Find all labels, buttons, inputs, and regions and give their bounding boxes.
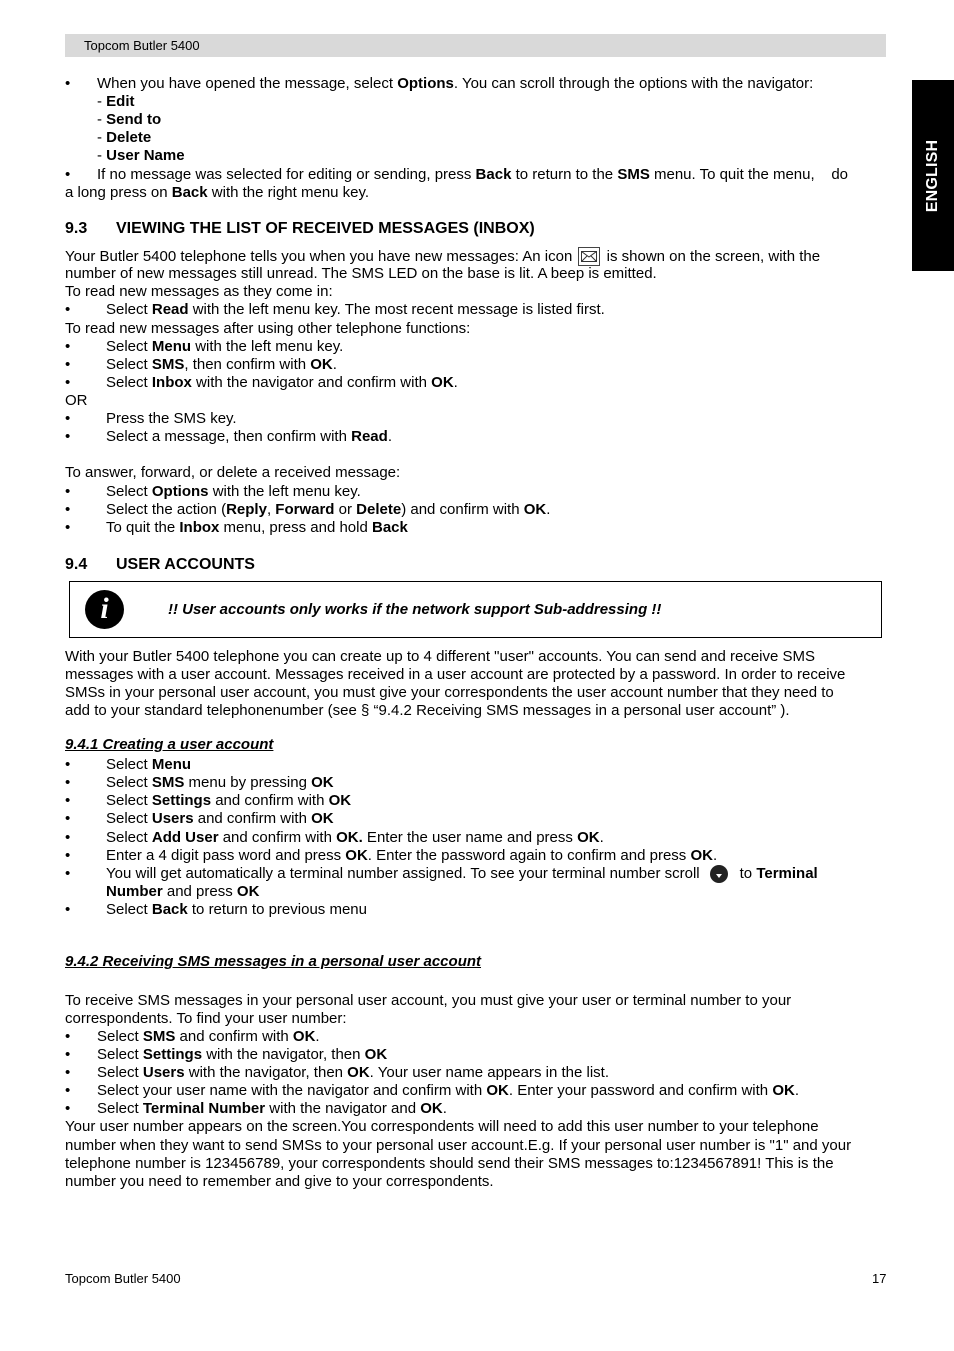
- bullet: •: [65, 1028, 71, 1045]
- bullet: •: [65, 428, 71, 445]
- list-item: Select Settings with the navigator, then OK: [97, 1046, 388, 1063]
- list-item: When you have opened the message, select Options. You can scroll through the options with the navigator:: [97, 75, 814, 92]
- info-icon: i: [85, 590, 124, 629]
- navigator-icon: [710, 865, 728, 883]
- list-item: Select a message, then confirm with Read.: [106, 428, 392, 445]
- list-item: Select Settings and confirm with OK: [106, 792, 352, 809]
- bullet: •: [65, 301, 71, 318]
- list-item: Select Options with the left menu key.: [106, 483, 361, 500]
- paragraph: Your Butler 5400 telephone tells you when you have new messages: An icon is shown on the screen, with the: [65, 248, 821, 265]
- list-item-continuation: Number and press OK: [106, 883, 260, 900]
- paragraph: number of new messages still unread. The SMS LED on the base is lit. A beep is emitted.: [65, 265, 657, 282]
- language-tab: [912, 80, 954, 271]
- paragraph: To read new messages as they come in:: [65, 283, 333, 300]
- bullet: •: [65, 756, 71, 773]
- paragraph-line: number when they want to send SMSs to your personal user account.E.g. If your personal user number is "1" and your: [65, 1137, 852, 1154]
- list-item: Select Add User and confirm with OK. Enter the user name and press OK.: [106, 829, 604, 846]
- list-item: To quit the Inbox menu, press and hold Back: [106, 519, 408, 536]
- paragraph-line: With your Butler 5400 telephone you can create up to 4 different "user" accounts. You can send and receive SMS: [65, 648, 816, 665]
- bullet: •: [65, 847, 71, 864]
- bullet: •: [65, 374, 71, 391]
- list-item: Select Menu: [106, 756, 192, 773]
- option-item: - Edit: [97, 93, 135, 110]
- list-item: If no message was selected for editing or sending, press Back to return to the SMS menu. To quit the menu, do: [97, 166, 849, 183]
- bullet: •: [65, 166, 71, 183]
- list-item: You will get automatically a terminal number assigned. To see your terminal number scroll to Terminal: [106, 865, 818, 882]
- footer-title: Topcom Butler 5400: [65, 1271, 181, 1286]
- bullet: •: [65, 483, 71, 500]
- bullet: •: [65, 338, 71, 355]
- paragraph-line: number you need to remember and give to your correspondents.: [65, 1173, 494, 1190]
- paragraph-line: To receive SMS messages in your personal user account, you must give your user or terminal number to your: [65, 992, 792, 1009]
- bullet: •: [65, 829, 71, 846]
- list-item: Select the action (Reply, Forward or Delete) and confirm with OK.: [106, 501, 551, 518]
- bullet: •: [65, 901, 71, 918]
- list-item: Select Inbox with the navigator and confirm with OK.: [106, 374, 458, 391]
- bullet: •: [65, 792, 71, 809]
- option-item: - User Name: [97, 147, 185, 164]
- bullet: •: [65, 519, 71, 536]
- list-item: Select SMS and confirm with OK.: [97, 1028, 320, 1045]
- language-tab-label: ENGLISH: [923, 139, 941, 212]
- bullet: •: [65, 810, 71, 827]
- paragraph: OR: [65, 392, 88, 409]
- paragraph-line: Your user number appears on the screen.You correspondents will need to add this user number to your telephone: [65, 1118, 819, 1135]
- paragraph-line: messages with a user account. Messages received in a user account are protected by a password. In order to receive: [65, 666, 846, 683]
- running-header: [65, 34, 886, 57]
- bullet: •: [65, 865, 71, 882]
- option-item: - Send to: [97, 111, 162, 128]
- envelope-icon: [578, 247, 600, 266]
- bullet: •: [65, 1100, 71, 1117]
- paragraph: To read new messages after using other telephone functions:: [65, 320, 471, 337]
- list-item: Select Read with the left menu key. The most recent message is listed first.: [106, 301, 605, 318]
- paragraph-line: correspondents. To find your user number:: [65, 1010, 347, 1027]
- page-number: 17: [872, 1271, 887, 1286]
- list-item: Select SMS menu by pressing OK: [106, 774, 334, 791]
- bullet: •: [65, 356, 71, 373]
- bullet: •: [65, 1046, 71, 1063]
- bullet: •: [65, 1082, 71, 1099]
- subsection-heading-9-4-1: 9.4.1 Creating a user account: [65, 736, 274, 753]
- bullet: •: [65, 1064, 71, 1081]
- section-heading-9-3: 9.3 VIEWING THE LIST OF RECEIVED MESSAGES (INBOX): [65, 220, 535, 237]
- note-box: [69, 581, 882, 638]
- paragraph-line: telephone number is 123456789, your correspondents should send their SMS messages to:1234567891! This is the: [65, 1155, 834, 1172]
- header-title: Topcom Butler 5400: [84, 38, 200, 53]
- list-item: Select Users and confirm with OK: [106, 810, 334, 827]
- paragraph-line: add to your standard telephonenumber (see § “9.4.2 Receiving SMS messages in a personal user account” ).: [65, 702, 790, 719]
- list-item: Select Menu with the left menu key.: [106, 338, 344, 355]
- note-text: !! User accounts only works if the network support Sub-addressing !!: [168, 601, 662, 618]
- subsection-heading-9-4-2: 9.4.2 Receiving SMS messages in a personal user account: [65, 953, 482, 970]
- list-item: Press the SMS key.: [106, 410, 237, 427]
- list-item: Enter a 4 digit pass word and press OK. Enter the password again to confirm and press OK.: [106, 847, 718, 864]
- list-item-continuation: a long press on Back with the right menu key.: [65, 184, 370, 201]
- paragraph-line: SMSs in your personal user account, you must give your correspondents the user account number that they need to: [65, 684, 834, 701]
- list-item: Select Users with the navigator, then OK. Your user name appears in the list.: [97, 1064, 609, 1081]
- list-item: Select SMS, then confirm with OK.: [106, 356, 337, 373]
- section-heading-9-4: 9.4 USER ACCOUNTS: [65, 556, 255, 573]
- paragraph: To answer, forward, or delete a received message:: [65, 464, 401, 481]
- bullet: •: [65, 75, 71, 92]
- list-item: Select Terminal Number with the navigator and OK.: [97, 1100, 447, 1117]
- bullet: •: [65, 410, 71, 427]
- bullet: •: [65, 774, 71, 791]
- option-item: - Delete: [97, 129, 152, 146]
- list-item: Select Back to return to previous menu: [106, 901, 367, 918]
- list-item: Select your user name with the navigator and confirm with OK. Enter your password and confirm with OK.: [97, 1082, 799, 1099]
- bullet: •: [65, 501, 71, 518]
